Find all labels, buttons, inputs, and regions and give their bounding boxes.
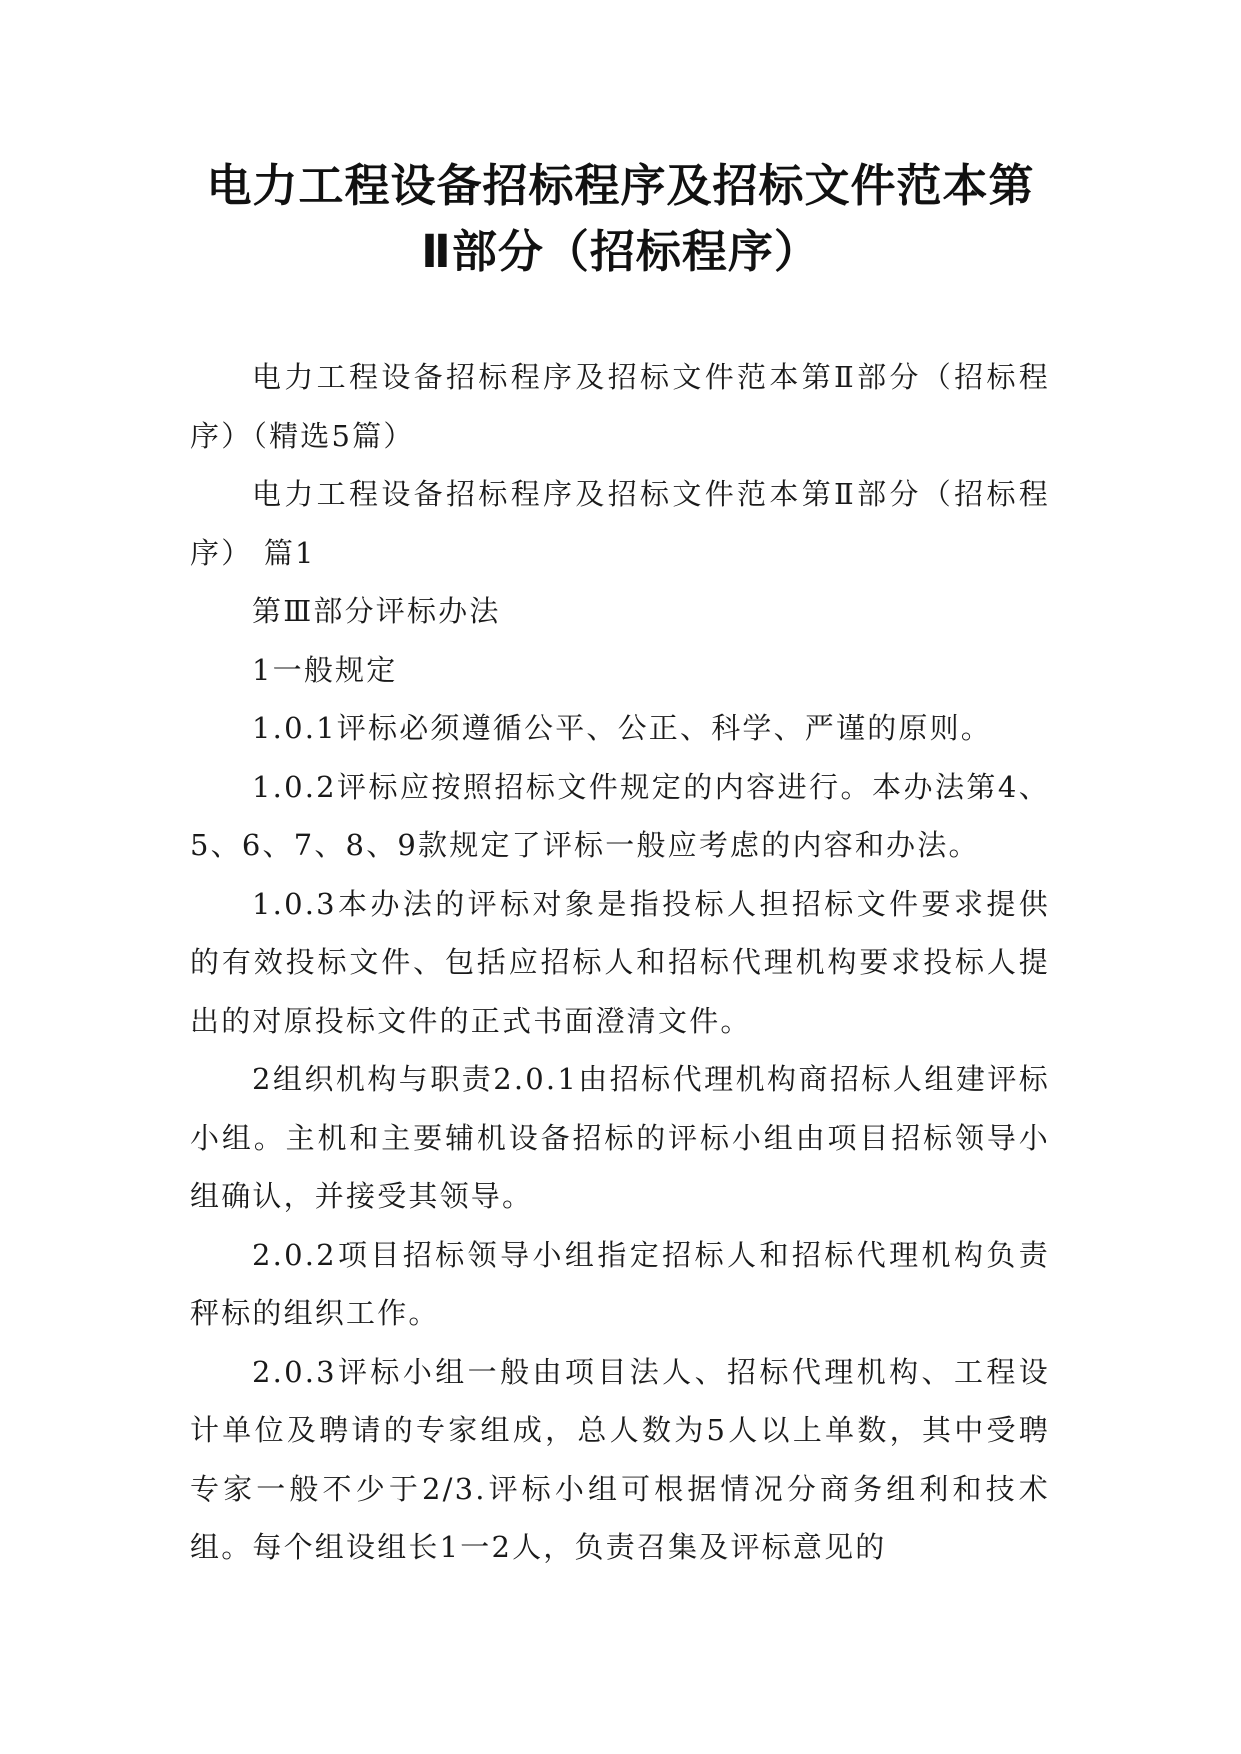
paragraph-2-0-1: 2组织机构与职责2.0.1由招标代理机构商招标人组建评标小组。主机和主要辅机设备招标的评标小组由项目招标领导小组确认，并接受其领导。 bbox=[190, 1062, 1050, 1213]
paragraph-1-0-1: 1.0.1评标必须遵循公平、公正、科学、严谨的原则。 bbox=[252, 711, 992, 745]
paragraph-general-rules: 1一般规定 bbox=[252, 652, 398, 687]
paragraph-1-0-3: 1.0.3本办法的评标对象是指投标人担招标文件要求提供的有效投标文件、包括应招标人和招标代理机构要求投标人提出的对原投标文件的正式书面澄清文件。 bbox=[190, 886, 1050, 1038]
paragraph-section-heading: 第Ⅲ部分评标办法 bbox=[252, 594, 501, 628]
paragraph-1-0-2: 1.0.2评标应按照招标文件规定的内容进行。本办法第4、5、6、7、8、9款规定了评标一般应考虑的内容和办法。 bbox=[190, 769, 1050, 862]
document-title-line-1: 电力工程设备招标程序及招标文件范本第 bbox=[206, 159, 1035, 212]
document-title-line-2: Ⅱ部分（招标程序） bbox=[421, 225, 820, 278]
paragraph-2-0-2: 2.0.2项目招标领导小组指定招标人和招标代理机构负责秤标的组织工作。 bbox=[190, 1237, 1050, 1330]
paragraph-2-0-3: 2.0.3评标小组一般由项目法人、招标代理机构、工程设计单位及聘请的专家组成，总人数为5人以上单数，其中受聘专家一般不少于2/3.评标小组可根据情况分商务组利和技术组。每个组设组长1一2人，负责召集及评标意见的 bbox=[190, 1354, 1050, 1564]
paragraph-intro: 电力工程设备招标程序及招标文件范本第Ⅱ部分（招标程序）（精选5篇） bbox=[190, 360, 1050, 453]
document-body bbox=[190, 348, 1050, 1577]
paragraph-article-heading: 电力工程设备招标程序及招标文件范本第Ⅱ部分（招标程序） 篇1 bbox=[190, 477, 1050, 570]
